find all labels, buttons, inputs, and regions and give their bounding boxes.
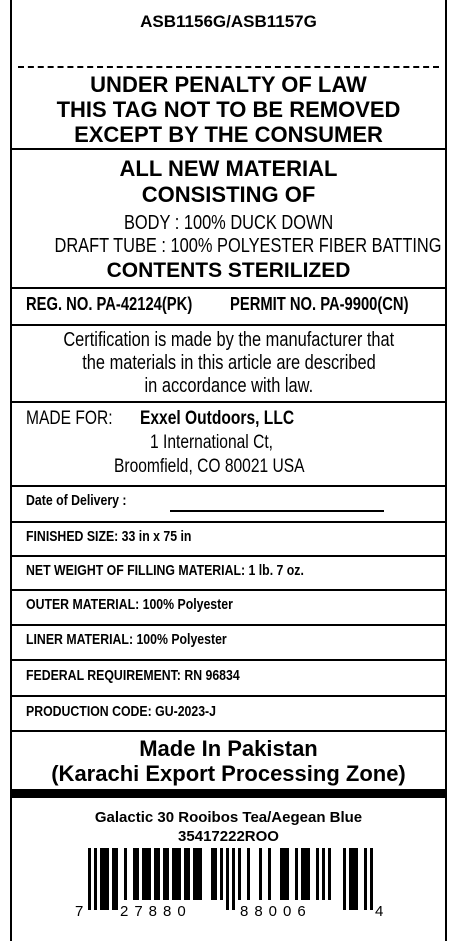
material-line-2: CONSISTING OF	[141, 182, 316, 207]
production-code: PRODUCTION CODE: GU-2023-J	[26, 703, 216, 720]
production-code-row	[26, 703, 258, 720]
warning-line-1: UNDER PENALTY OF LAW	[90, 72, 367, 97]
finished-size-row	[26, 528, 228, 545]
divider	[12, 555, 445, 557]
draft-tube-row	[12, 235, 445, 257]
origin-country: Made In Pakistan	[139, 736, 318, 761]
material-block	[12, 156, 445, 285]
certification-block	[12, 329, 445, 398]
barcode-bar	[232, 848, 235, 910]
barcode-bar	[322, 848, 325, 900]
address-line-1: 1 International Ct,	[150, 432, 273, 453]
divider	[12, 695, 445, 697]
address-line-2: Broomfield, CO 80021 USA	[114, 456, 305, 477]
divider	[12, 589, 445, 591]
certification-line-1: Certification is made by the manufacturer that	[63, 329, 394, 351]
outer-material: OUTER MATERIAL: 100% Polyester	[26, 596, 233, 613]
divider	[12, 401, 445, 403]
barcode-digit-4: 4	[375, 903, 384, 920]
barcode-bar	[328, 848, 331, 900]
liner-material-row	[26, 631, 271, 648]
barcode-bar	[211, 848, 217, 900]
divider	[12, 324, 445, 326]
date-of-delivery-row	[26, 492, 149, 509]
made-for-block	[12, 406, 445, 482]
barcode-bar	[133, 848, 139, 900]
barcode-bar	[124, 848, 127, 900]
company-name: Exxel Outdoors, LLC	[140, 408, 295, 429]
reg-number: REG. NO. PA-42124(PK)	[26, 294, 193, 314]
material-line-1: ALL NEW MATERIAL	[119, 156, 338, 181]
warning-line-3: EXCEPT BY THE CONSUMER	[74, 122, 383, 147]
barcode-bar	[184, 848, 190, 900]
barcode-bar	[247, 848, 250, 900]
federal-requirement: FEDERAL REQUIREMENT: RN 96834	[26, 667, 240, 684]
barcode	[88, 848, 373, 910]
barcode-bar	[364, 848, 367, 910]
thick-divider	[10, 789, 447, 798]
product-block	[12, 808, 445, 846]
barcode-bar	[94, 848, 97, 910]
liner-material: LINER MATERIAL: 100% Polyester	[26, 631, 227, 648]
barcode-bar	[370, 848, 373, 910]
barcode-bar	[343, 848, 346, 910]
divider	[12, 521, 445, 523]
law-tag	[10, 0, 447, 941]
model-number	[12, 12, 445, 32]
draft-tube-composition: DRAFT TUBE : 100% POLYESTER FIBER BATTING	[54, 235, 442, 257]
net-weight: NET WEIGHT OF FILLING MATERIAL: 1 lb. 7 oz.	[26, 562, 304, 579]
barcode-bar	[301, 848, 310, 900]
model-number-text: ASB1156G/ASB1157G	[140, 12, 317, 31]
certification-line-2: the materials in this article are described	[81, 352, 376, 374]
barcode-bar	[280, 848, 289, 900]
barcode-bar	[238, 848, 241, 900]
divider	[12, 659, 445, 661]
divider	[12, 485, 445, 487]
barcode-bar	[259, 848, 262, 900]
contents-sterilized: CONTENTS STERILIZED	[106, 259, 351, 282]
barcode-bar	[316, 848, 319, 900]
net-weight-row	[26, 562, 365, 579]
barcode-bar	[268, 848, 271, 900]
divider	[12, 730, 445, 732]
warning-block	[12, 72, 445, 147]
date-of-delivery-label: Date of Delivery :	[26, 492, 127, 509]
made-for-label: MADE FOR:	[26, 408, 113, 429]
barcode-bar	[88, 848, 91, 910]
warning-line-2: THIS TAG NOT TO BE REMOVED	[56, 97, 401, 122]
barcode-bar	[142, 848, 151, 900]
divider	[12, 287, 445, 289]
barcode-digits-2: 27880	[120, 903, 192, 920]
product-name: Galactic 30 Rooibos Tea/Aegean Blue	[94, 809, 363, 826]
permit-number: PERMIT NO. PA-9900(CN)	[230, 294, 409, 314]
barcode-bar	[193, 848, 202, 900]
barcode-bar	[172, 848, 181, 900]
barcode-bar	[163, 848, 169, 900]
barcode-digit-1: 7	[75, 903, 84, 920]
barcode-bar	[154, 848, 160, 900]
certification-line-3: in accordance with law.	[144, 375, 313, 397]
body-composition: BODY : 100% DUCK DOWN	[123, 212, 334, 234]
date-of-delivery-blank	[170, 496, 384, 512]
outer-material-row	[26, 596, 278, 613]
origin-zone: (Karachi Export Processing Zone)	[51, 761, 406, 786]
barcode-digits-3: 88006	[240, 903, 312, 920]
origin-block	[12, 736, 445, 786]
federal-requirement-row	[26, 667, 287, 684]
barcode-bar	[112, 848, 118, 910]
barcode-bar	[100, 848, 109, 910]
product-code: 35417222ROO	[178, 828, 279, 845]
tear-line	[18, 66, 439, 68]
body-composition-row	[12, 211, 445, 235]
barcode-bar	[295, 848, 298, 900]
divider	[12, 148, 445, 150]
barcode-bar	[349, 848, 358, 910]
barcode-bar	[226, 848, 229, 910]
finished-size: FINISHED SIZE: 33 in x 75 in	[26, 528, 192, 545]
divider	[12, 624, 445, 626]
barcode-bar	[220, 848, 223, 900]
